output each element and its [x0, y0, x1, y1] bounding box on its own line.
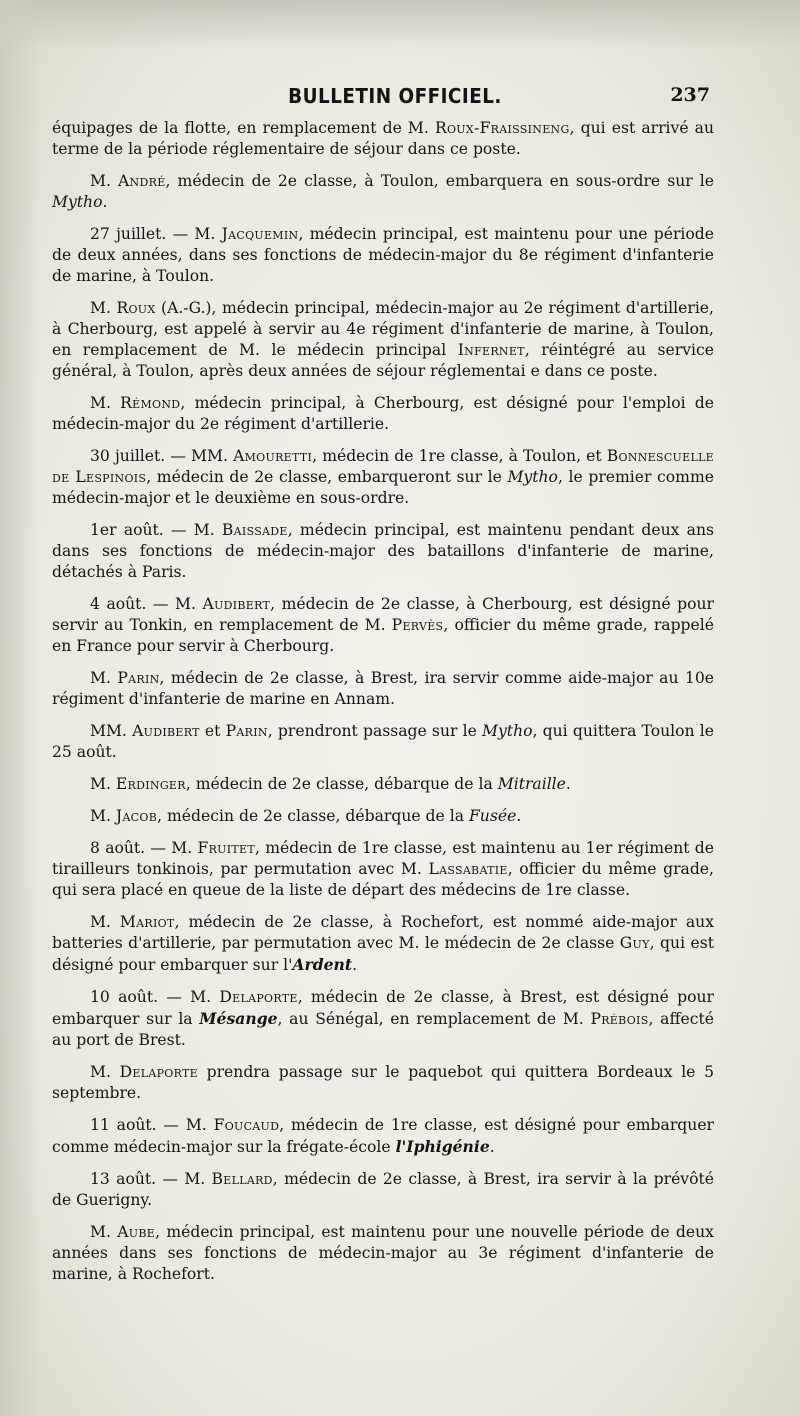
- text-run: , médecin principal, est maintenu pour une période de deux années, dans ses fonctions de médecin-major du 8e régiment d'infanterie de marine, à Toulon.: [52, 225, 714, 285]
- text-run: , officier du même grade, qui sera placé en queue de la liste de départ des médecins de 1re classe.: [52, 860, 714, 899]
- text-run: 8 août. — M.: [90, 839, 198, 857]
- paragraph: [52, 446, 714, 509]
- styled-text-run: Roux-Fraissineng: [434, 119, 570, 137]
- styled-text-run: Mytho: [482, 722, 533, 740]
- text-run: M.: [90, 669, 118, 687]
- styled-text-run: Pervès: [391, 616, 444, 634]
- paragraph: [52, 118, 714, 160]
- page-number: 237: [670, 84, 710, 106]
- text-run: , affecté au port de Brest.: [52, 1010, 715, 1049]
- styled-text-run: Jacob: [115, 807, 158, 825]
- text-run: , médecin de 2e classe, à Cherbourg, est désigné pour servir au Tonkin, en remplacement de M.: [52, 595, 714, 634]
- text-run: , médecin de 2e classe, à Rochefort, est nommé aide-major aux batteries d'artillerie, par permutation avec M. le médecin de 2e classe: [52, 913, 714, 952]
- text-run: (A.-G.), médecin principal, médecin-major au 2e régiment d'artillerie, à Cherbourg, est appelé à servir au 4e régiment d'infanterie de marine, à Toulon, en remplacement de M. le médecin principal: [52, 299, 714, 359]
- text-run: , le premier comme médecin-major et le deuxième en sous-ordre.: [52, 468, 714, 507]
- text-run: 1er août. — M.: [90, 521, 222, 539]
- text-run: , médecin de 2e classe, débarque de la: [157, 807, 469, 825]
- text-run: M.: [90, 1223, 118, 1241]
- text-run: .: [516, 807, 522, 825]
- styled-text-run: Erdinger: [115, 775, 186, 793]
- text-run: , médecin de 1re classe, est maintenu au 1er régiment de tirailleurs tonkinois, par permutation avec M.: [52, 839, 715, 878]
- text-run: , médecin de 2e classe, à Brest, ira servir comme aide-major au 10e régiment d'infanterie de marine en Annam.: [52, 669, 714, 708]
- styled-text-run: Mytho: [52, 193, 103, 211]
- styled-text-run: Delaporte: [119, 1063, 198, 1081]
- styled-text-run: Delaporte: [219, 988, 298, 1006]
- text-run: .: [565, 775, 571, 793]
- styled-text-run: Amouretti: [233, 447, 313, 465]
- styled-text-run: Ardent: [292, 955, 353, 974]
- paragraph: [52, 393, 714, 435]
- page-edge-shadow-top: [0, 0, 800, 50]
- styled-text-run: Foucaud: [213, 1116, 280, 1134]
- styled-text-run: Fusée: [468, 807, 517, 825]
- paragraph: [52, 520, 714, 583]
- paragraph: [52, 1222, 714, 1285]
- text-run: M.: [90, 1063, 120, 1081]
- styled-text-run: Infernet: [457, 341, 525, 359]
- text-run: , médecin de 2e classe, à Brest, est désigné pour embarquer sur la: [52, 988, 715, 1028]
- text-run: , médecin principal, est maintenu pour une nouvelle période de deux années dans ses fonctions de médecin-major au 3e régiment d'infanterie de marine, à Rochefort.: [52, 1223, 714, 1283]
- text-run: M.: [90, 394, 121, 412]
- styled-text-run: Bellard: [211, 1170, 273, 1188]
- paragraph: [52, 838, 714, 901]
- paragraph: [52, 721, 714, 763]
- paragraph: [52, 1115, 714, 1158]
- text-run: , médecin de 2e classe, à Toulon, embarquera en sous-ordre sur le: [165, 172, 714, 190]
- paragraph: [52, 774, 714, 795]
- text-run: , médecin de 2e classe, débarque de la: [185, 775, 498, 793]
- styled-text-run: Prébois: [590, 1010, 649, 1028]
- paragraph: [52, 1062, 714, 1104]
- text-run: , officier du même grade, rappelé en France pour servir à Cherbourg.: [52, 616, 714, 655]
- paragraph: [52, 912, 714, 976]
- text-run: M.: [90, 913, 120, 931]
- styled-text-run: Mariot: [119, 913, 175, 931]
- text-run: , au Sénégal, en remplacement de M.: [277, 1010, 591, 1028]
- text-run: M.: [90, 775, 116, 793]
- styled-text-run: Mytho: [507, 468, 558, 486]
- text-run: M.: [90, 807, 116, 825]
- text-run: M.: [90, 172, 118, 190]
- running-title: BULLETIN OFFICIEL.: [288, 84, 502, 108]
- text-run: , qui quittera Toulon le 25 août.: [52, 722, 714, 761]
- styled-text-run: Guy: [619, 934, 650, 952]
- paragraph: [52, 987, 714, 1051]
- styled-text-run: Parin: [225, 722, 268, 740]
- text-run: , médecin de 1re classe, est désigné pour embarquer comme médecin-major sur la frégate-école: [52, 1116, 715, 1156]
- styled-text-run: Audibert: [132, 722, 200, 740]
- text-run: 11 août. — M.: [90, 1116, 214, 1134]
- styled-text-run: Fruitet: [197, 839, 256, 857]
- text-run: , médecin de 1re classe, à Toulon, et: [312, 447, 607, 465]
- paragraph: [52, 806, 714, 827]
- document-body: [52, 118, 714, 1296]
- page-edge-shadow-left: [0, 0, 40, 1416]
- styled-text-run: Bonnescuelle de Lespinois: [52, 447, 714, 486]
- text-run: , prendront passage sur le: [267, 722, 483, 740]
- text-run: .: [352, 956, 358, 974]
- styled-text-run: Mitraille: [497, 775, 566, 793]
- styled-text-run: Parin: [117, 669, 160, 687]
- styled-text-run: Jacquemin: [221, 225, 299, 243]
- styled-text-run: André: [118, 172, 166, 190]
- styled-text-run: Audibert: [202, 595, 271, 613]
- paragraph: [52, 224, 714, 287]
- text-run: , médecin de 2e classe, à Brest, ira servir à la prévôté de Guerigny.: [52, 1170, 714, 1209]
- paragraph: [52, 1169, 714, 1211]
- running-header: [80, 84, 710, 114]
- text-run: , qui est arrivé au terme de la période réglementaire de séjour dans ce poste.: [52, 119, 714, 158]
- paragraph: [52, 594, 714, 657]
- text-run: équipages de la flotte, en remplacement de M.: [52, 119, 435, 137]
- text-run: , réintégré au service général, à Toulon, après deux années de séjour réglementai e dans ce poste.: [52, 341, 714, 380]
- text-run: , médecin de 2e classe, embarqueront sur le: [146, 468, 508, 486]
- styled-text-run: Aube: [117, 1223, 156, 1241]
- styled-text-run: Baissade: [221, 521, 288, 539]
- text-run: 4 août. — M.: [90, 595, 203, 613]
- text-run: et: [199, 722, 226, 740]
- paragraph: [52, 171, 714, 213]
- text-run: 10 août. — M.: [90, 988, 220, 1006]
- text-run: 30 juillet. — MM.: [90, 447, 234, 465]
- styled-text-run: Rémond: [120, 394, 181, 412]
- paragraph: [52, 298, 714, 382]
- text-run: MM.: [90, 722, 133, 740]
- text-run: 13 août. — M.: [90, 1170, 212, 1188]
- styled-text-run: Mésange: [199, 1009, 278, 1028]
- text-run: , médecin principal, est maintenu pendant deux ans dans ses fonctions de médecin-major des bataillons d'infanterie de marine, détachés à Paris.: [52, 521, 714, 581]
- styled-text-run: Roux: [116, 299, 156, 317]
- text-run: 27 juillet. — M.: [90, 225, 222, 243]
- text-run: , médecin principal, à Cherbourg, est désigné pour l'emploi de médecin-major du 2e régiment d'artillerie.: [52, 394, 714, 433]
- text-run: .: [489, 1138, 495, 1156]
- styled-text-run: Lassabatie: [428, 860, 508, 878]
- text-run: .: [102, 193, 108, 211]
- text-run: prendra passage sur le paquebot qui quittera Bordeaux le 5 septembre.: [52, 1063, 714, 1102]
- text-run: , qui est désigné pour embarquer sur l': [52, 934, 714, 974]
- text-run: M.: [90, 299, 117, 317]
- styled-text-run: l'Iphigénie: [395, 1137, 490, 1156]
- paragraph: [52, 668, 714, 710]
